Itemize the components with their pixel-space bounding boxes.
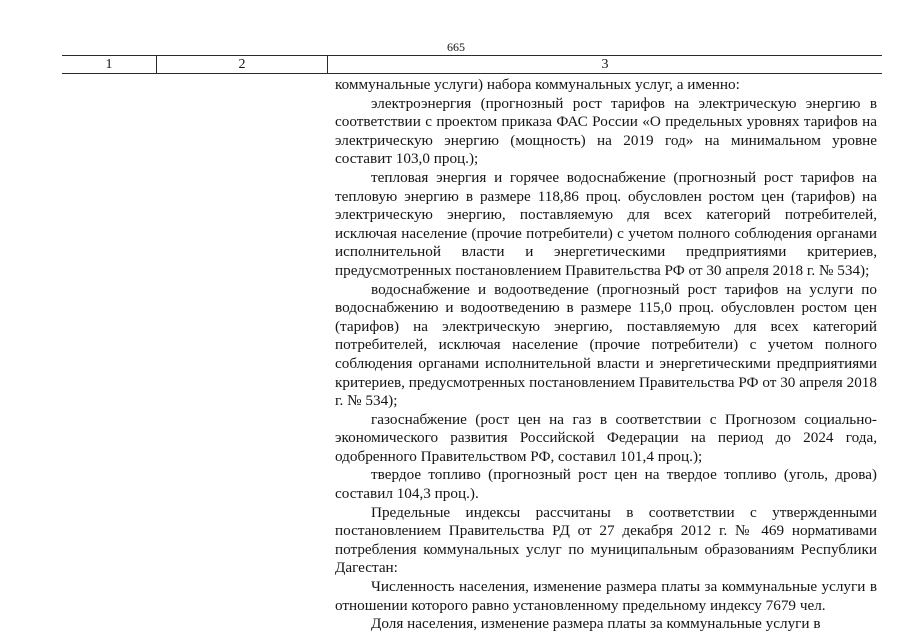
- paragraph-water-supply: водоснабжение и водоотведение (прогнозный рост тарифов на услуги по водоснабжению и водоотведению в размере 115,0 проц. обусловлен ростом цен (тарифов) на электрическую энергию, поставляемую для всех категорий потребителей, исключая население (прочие потребители) с учетом полного соблюдения органами исполнительной власти и энергетическими предприятиями критериев, предусмотренных постановлением Правительства РФ от 30 апреля 2018 г. № 534);: [335, 280, 877, 410]
- paragraph-population-count: Численность населения, изменение размера платы за коммунальные услуги в отношении которого равно установленному предельному индексу 7679 чел.: [335, 578, 877, 614]
- table-header-row: [62, 55, 882, 74]
- paragraph-gas-supply: газоснабжение (рост цен на газ в соответствии с Прогнозом социально-экономического развития Российской Федерации на период до 2024 года, одобренного Правительством РФ, составил 101,4 проц.);: [335, 410, 877, 465]
- column-header-2: 2: [156, 56, 328, 73]
- paragraph-solid-fuel: твердое топливо (прогнозный рост цен на твердое топливо (уголь, дрова) составил 104,3 проц.).: [335, 466, 877, 503]
- column-header-3: 3: [601, 57, 609, 72]
- column-header-1: 1: [105, 57, 113, 72]
- paragraph-limit-indices: Предельные индексы рассчитаны в соответствии с утвержденными постановлением Правительства РД от 27 декабря 2012 г. № 469 нормативами потребления коммунальных услуг по муниципальным образованиям Республики Дагестан:: [335, 503, 877, 577]
- paragraph-continuation: коммунальные услуги) набора коммунальных услуг, а именно:: [335, 76, 740, 93]
- page-number: 665: [447, 40, 465, 54]
- paragraph-electricity: электроэнергия (прогнозный рост тарифов на электрическую энергию в соответствии с проектом приказа ФАС России «О предельных уровнях тарифов на электрическую энергию (мощность) на 2019 год» на минимальном уровне составит 103,0 проц.);: [335, 94, 877, 168]
- paragraph-heat-energy: тепловая энергия и горячее водоснабжение (прогнозный рост тарифов на тепловую энергию в размере 118,86 проц. обусловлен ростом цен (тарифов) на электрическую энергию, поставляемую для всех категорий потребителей, исключая население (прочие потребители) с учетом полного соблюдения органами исполнительной власти и энергетическими предприятиями критериев, предусмотренных постановлением Правительства РФ от 30 апреля 2018 г. № 534);: [335, 168, 877, 279]
- document-body: [335, 76, 877, 634]
- paragraph-population-share: Доля населения, изменение размера платы за коммунальные услуги в: [371, 615, 821, 633]
